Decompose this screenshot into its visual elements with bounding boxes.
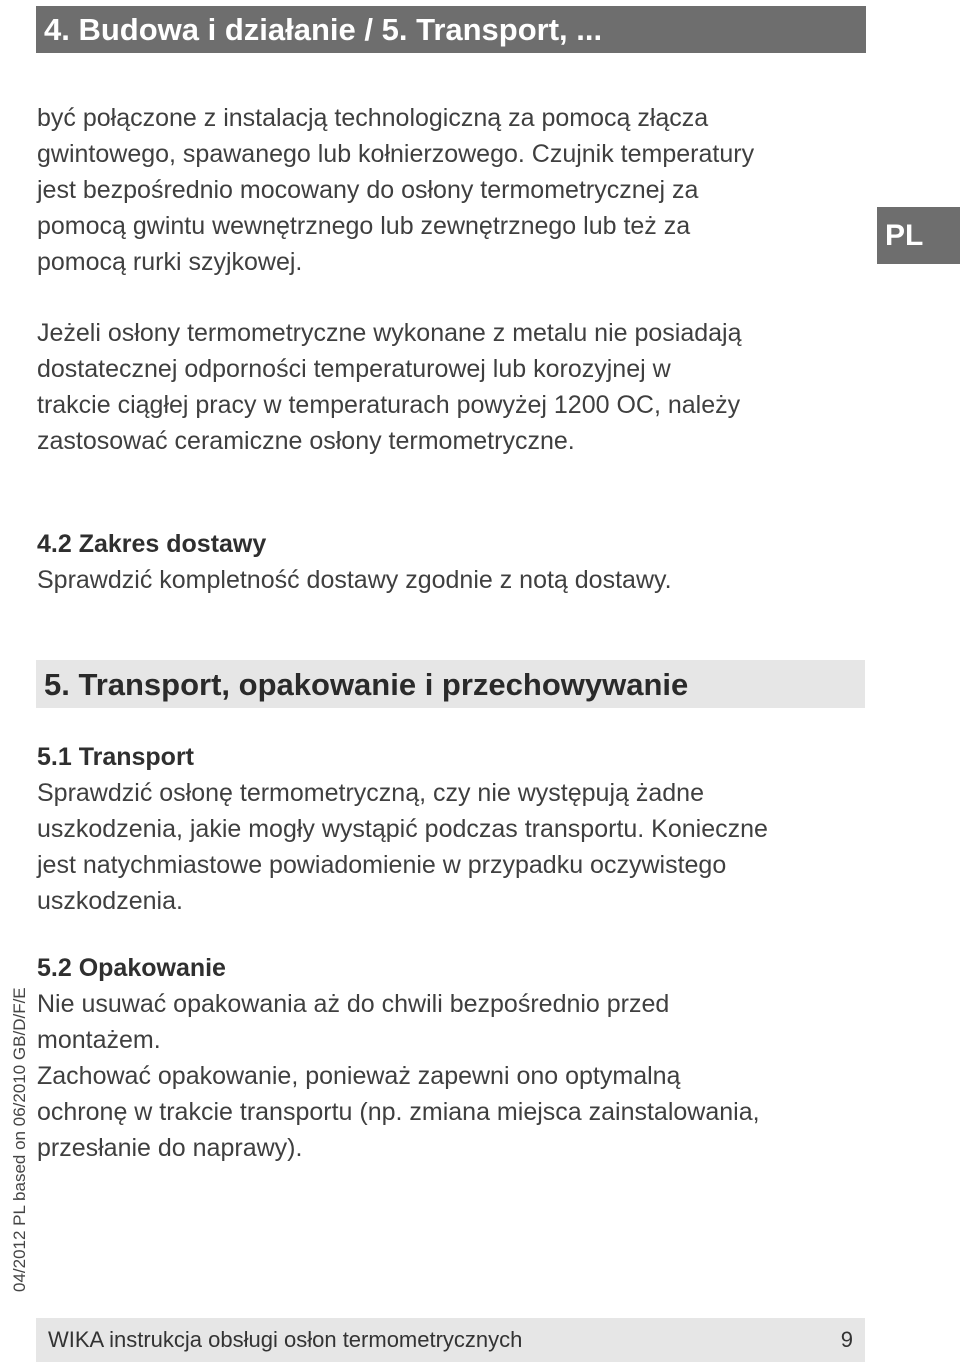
text-line: jest bezpośrednio mocowany do osłony termometrycznej za [37,176,699,204]
text-line: uszkodzenia. [37,887,183,915]
section-5-title: 5. Transport, opakowanie i przechowywanie [36,660,865,708]
text-line: Nie usuwać opakowania aż do chwili bezpośrednio przed [37,990,670,1018]
paragraph-ceramic [37,315,742,459]
text-line: dostatecznej odporności temperaturowej lub korozyjnej w [37,355,671,383]
text-line: zastosować ceramiczne osłony termometryczne. [37,427,575,455]
text-line: ochronę w trakcie transportu (np. zmiana miejsca zainstalowania, [37,1098,760,1126]
text-line: Jeżeli osłony termometryczne wykonane z metalu nie posiadają [37,319,742,347]
heading-4-2: 4.2 Zakres dostawy [37,530,267,558]
language-tab: PL [877,207,960,264]
heading-5-2: 5.2 Opakowanie [37,954,226,982]
text-line: uszkodzenia, jakie mogły wystąpić podczas transportu. Konieczne [37,815,768,843]
text-line: Sprawdzić osłonę termometryczną, czy nie występują żadne [37,779,704,807]
page-header-title: 4. Budowa i działanie / 5. Transport, ... [36,6,866,53]
text-line: montażem. [37,1026,161,1054]
text-line: trakcie ciągłej pracy w temperaturach powyżej 1200 OC, należy [37,391,741,419]
paragraph-delivery [37,562,672,598]
text-line: przesłanie do naprawy). [37,1134,303,1162]
text-line: być połączone z instalacją technologiczną za pomocą złącza [37,104,709,132]
text-line: pomocą rurki szyjkowej. [37,248,303,276]
text-line: Zachować opakowanie, ponieważ zapewni ono optymalną [37,1062,681,1090]
page-number: 9 [840,1327,853,1352]
paragraph-connection [37,100,754,280]
paragraph-packaging [37,986,760,1166]
version-note: 04/2012 PL based on 06/2010 GB/D/F/E [10,987,29,1292]
page-footer [36,1318,865,1362]
paragraph-transport [37,775,768,919]
heading-5-1: 5.1 Transport [37,743,194,771]
footer-title: WIKA instrukcja obsługi osłon termometrycznych [48,1327,523,1352]
text-line: Sprawdzić kompletność dostawy zgodnie z notą dostawy. [37,566,672,594]
text-line: gwintowego, spawanego lub kołnierzowego. Czujnik temperatury [37,140,755,168]
text-line: pomocą gwintu wewnętrznego lub zewnętrznego lub też za [37,212,691,240]
text-line: jest natychmiastowe powiadomienie w przypadku oczywistego [37,851,727,879]
